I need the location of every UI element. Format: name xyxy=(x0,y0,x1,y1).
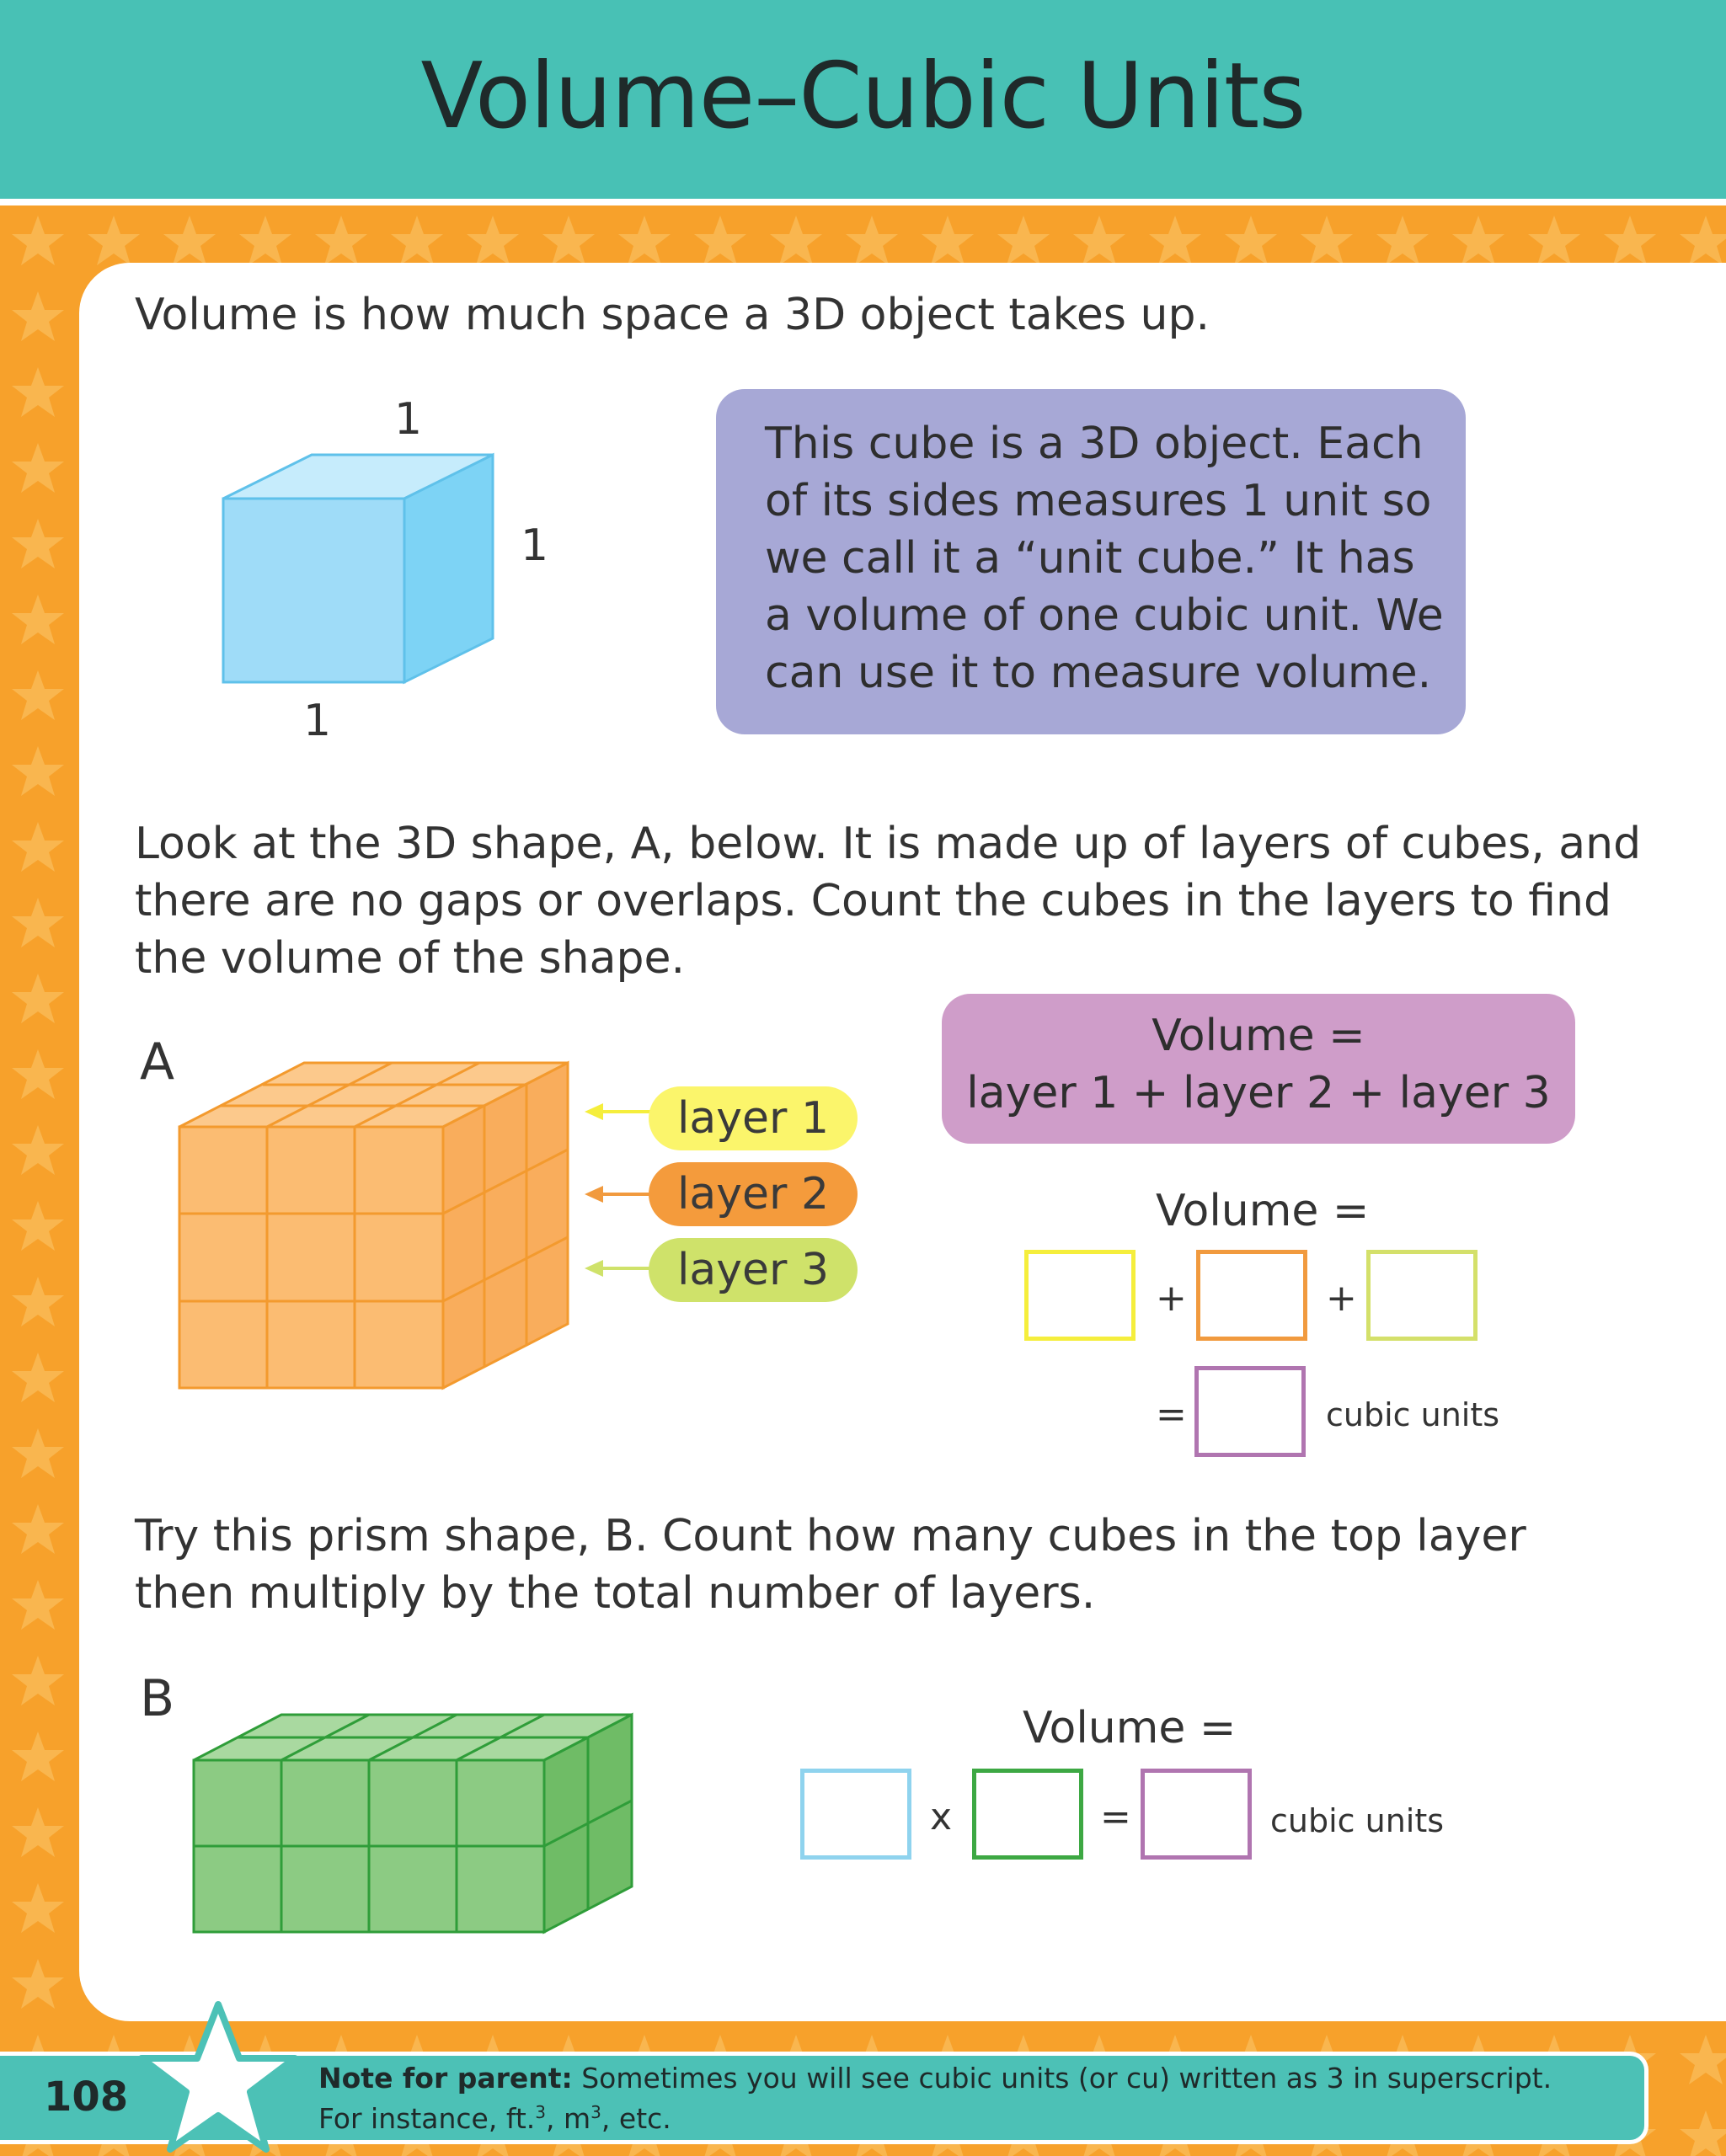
equals-sign: = xyxy=(1156,1393,1187,1436)
layer-2-pill: layer 2 xyxy=(649,1162,858,1226)
paragraph-line: then multiply by the total number of layers. xyxy=(135,1568,1096,1619)
shape-b-figure xyxy=(184,1701,647,1945)
plus-sign: + xyxy=(1156,1277,1187,1320)
note-superscript: 3 xyxy=(590,2102,601,2122)
answer-box-layer-1[interactable] xyxy=(1024,1250,1136,1341)
layer-3-pill: layer 3 xyxy=(649,1238,858,1302)
note-line2-a: For instance, ft. xyxy=(318,2102,536,2135)
note-line2-b: , m xyxy=(546,2102,591,2135)
cube-label-right: 1 xyxy=(521,520,549,571)
unit-cube-front-face xyxy=(223,499,404,682)
note-line2-c: , etc. xyxy=(601,2102,671,2135)
shape-b-label: B xyxy=(140,1669,175,1728)
arrow-left-icon xyxy=(585,1103,652,1120)
plus-sign: + xyxy=(1326,1277,1357,1320)
note-text: Sometimes you will see cubic units (or cu) written as 3 in superscript. xyxy=(572,2062,1552,2095)
paragraph-line: there are no gaps or overlaps. Count the cubes in the layers to find xyxy=(135,876,1611,926)
note-bold: Note for parent: xyxy=(318,2062,573,2095)
paragraph-line: the volume of the shape. xyxy=(135,933,685,984)
answer-box-layer-2[interactable] xyxy=(1196,1250,1307,1341)
times-sign: x xyxy=(930,1796,953,1838)
answer-box-layer-3[interactable] xyxy=(1366,1250,1478,1341)
cubic-units-label-b: cubic units xyxy=(1270,1802,1445,1839)
volume-label-b: Volume = xyxy=(1023,1703,1237,1753)
arrow-left-icon xyxy=(585,1260,652,1277)
page-title: Volume–Cubic Units xyxy=(420,44,1306,149)
answer-box-total-b[interactable] xyxy=(1141,1769,1252,1860)
answer-box-top-layer[interactable] xyxy=(800,1769,911,1860)
header-divider xyxy=(0,199,1726,205)
layer-1-pill: layer 1 xyxy=(649,1086,858,1150)
star-icon xyxy=(138,1998,298,2156)
paragraph-line: Try this prism shape, B. Count how many cubes in the top layer xyxy=(135,1511,1526,1561)
info-box-text xyxy=(765,415,1456,702)
paragraph-line: Look at the 3D shape, A, below. It is made up of layers of cubes, and xyxy=(135,819,1642,869)
layer-arrows xyxy=(581,1086,657,1305)
intro-text: Volume is how much space a 3D object takes up. xyxy=(135,290,1210,340)
section-b-paragraph xyxy=(135,1508,1651,1622)
cube-label-bottom: 1 xyxy=(303,696,332,746)
parent-note xyxy=(318,2062,1616,2136)
cubic-units-label-a: cubic units xyxy=(1326,1396,1500,1433)
equals-sign: = xyxy=(1100,1796,1131,1838)
info-line: of its sides measures 1 unit so xyxy=(765,476,1432,526)
note-superscript: 3 xyxy=(535,2102,547,2122)
section-a-paragraph xyxy=(135,815,1651,987)
answer-box-total-a[interactable] xyxy=(1194,1366,1306,1457)
answer-box-layers[interactable] xyxy=(972,1769,1083,1860)
arrow-left-icon xyxy=(585,1186,652,1203)
formula-line-2: layer 1 + layer 2 + layer 3 xyxy=(966,1068,1551,1118)
info-line: we call it a “unit cube.” It has xyxy=(765,533,1415,584)
shape-a-figure xyxy=(168,1053,590,1398)
info-line: a volume of one cubic unit. We xyxy=(765,590,1444,641)
formula-line-1: Volume = xyxy=(1152,1011,1365,1061)
volume-label-a: Volume = xyxy=(1156,1186,1370,1236)
info-line: can use it to measure volume. xyxy=(765,648,1432,698)
page-number: 108 xyxy=(44,2073,129,2121)
cube-label-top: 1 xyxy=(394,394,423,445)
shape-a-label: A xyxy=(140,1033,175,1091)
info-line: This cube is a 3D object. Each xyxy=(765,419,1424,469)
